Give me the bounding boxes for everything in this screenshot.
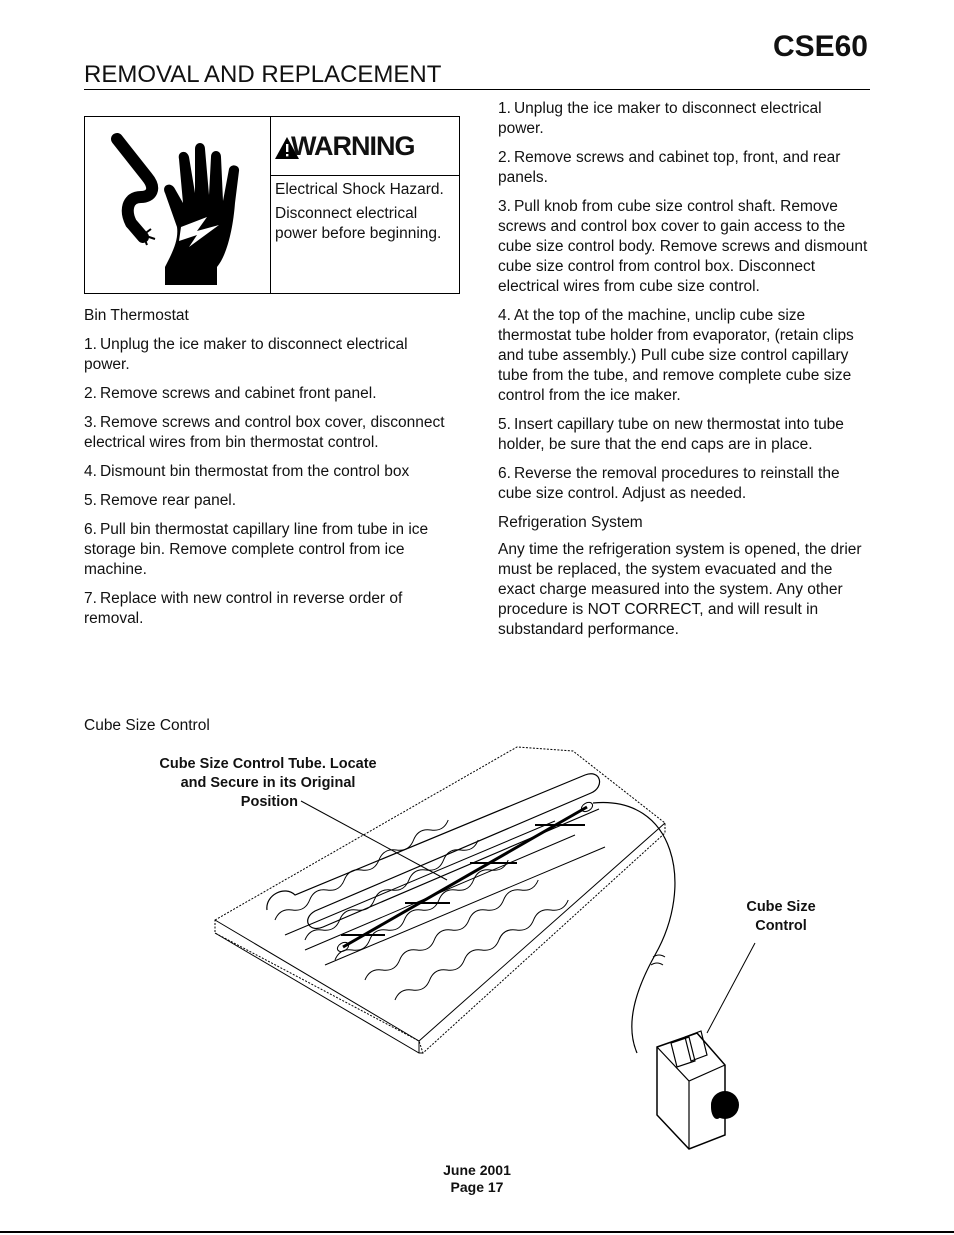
footer-date: June 2001 xyxy=(443,1162,511,1178)
warning-word: WARNING xyxy=(291,131,415,161)
list-item xyxy=(84,491,454,511)
list-item xyxy=(498,306,870,406)
step-number: 4. xyxy=(498,307,511,324)
step-number: 1. xyxy=(498,100,511,117)
step-number: 1. xyxy=(84,336,97,353)
step-text: Unplug the ice maker to disconnect electrical power. xyxy=(498,100,822,137)
bottom-rule xyxy=(0,1231,954,1233)
cube-size-steps-section xyxy=(498,99,870,649)
step-number: 5. xyxy=(498,416,511,433)
callout-line: Cube Size Control Tube. Locate xyxy=(159,756,377,772)
warning-message xyxy=(275,180,461,248)
step-number: 4. xyxy=(84,463,97,480)
bin-thermostat-heading: Bin Thermostat xyxy=(84,307,189,324)
bin-thermostat-section xyxy=(84,306,454,638)
warning-line-instruction: Disconnect electrical power before beginning. xyxy=(275,205,442,242)
step-number: 2. xyxy=(498,149,511,166)
step-number: 3. xyxy=(498,198,511,215)
list-item xyxy=(84,335,454,375)
callout-line: Cube Size xyxy=(746,899,816,915)
list-item xyxy=(84,384,454,404)
shock-hazard-illustration xyxy=(85,117,271,293)
list-item xyxy=(498,464,870,504)
footer-page-number: Page 17 xyxy=(450,1179,504,1195)
step-text: Dismount bin thermostat from the control box xyxy=(99,463,410,480)
page-footer xyxy=(0,1162,954,1196)
list-item xyxy=(498,197,870,297)
step-number: 2. xyxy=(84,385,97,402)
step-text: Unplug the ice maker to disconnect electrical power. xyxy=(84,336,408,373)
step-text: Remove screws and cabinet front panel. xyxy=(99,385,377,402)
step-text: Pull bin thermostat capillary line from tube in ice storage bin. Remove complete control from ice machine. xyxy=(84,521,429,578)
cube-size-tube-callout xyxy=(140,755,396,812)
step-number: 6. xyxy=(498,465,511,482)
list-item xyxy=(498,415,870,455)
electric-hand-icon xyxy=(85,117,270,293)
step-number: 5. xyxy=(84,492,97,509)
list-item xyxy=(84,589,454,629)
cube-size-control-callout xyxy=(732,898,830,936)
refrigeration-heading: Refrigeration System xyxy=(498,514,643,531)
callout-line: Position xyxy=(240,794,298,810)
list-item xyxy=(84,462,454,482)
step-text: At the top of the machine, unclip cube size thermostat tube holder from evaporator, (retain clips and tube assembly.) Pull cube size control capillary tube from the tube, and remove complete cube size control from the ice maker. xyxy=(498,307,854,404)
step-text: Replace with new control in reverse order of removal. xyxy=(84,590,403,627)
header-rule xyxy=(84,89,870,90)
step-text: Remove screws and control box cover, disconnect electrical wires from bin thermostat control. xyxy=(84,414,445,451)
step-number: 6. xyxy=(84,521,97,538)
step-text: Reverse the removal procedures to reinstall the cube size control. Adjust as needed. xyxy=(498,465,840,502)
step-text: Pull knob from cube size control shaft. Remove screws and control box cover to gain access to the cube size control body. Remove screws and dismount cube size control from control box. Disconnect electrical wires from cube size control. xyxy=(498,198,868,295)
warning-line-hazard: Electrical Shock Hazard. xyxy=(275,181,444,198)
list-item xyxy=(84,520,454,580)
list-item xyxy=(498,99,870,139)
step-number: 3. xyxy=(84,414,97,431)
section-title: REMOVAL AND REPLACEMENT xyxy=(84,61,442,88)
step-text: Remove rear panel. xyxy=(99,492,237,509)
list-item xyxy=(498,148,870,188)
model-number: CSE60 xyxy=(772,30,868,63)
step-number: 7. xyxy=(84,590,97,607)
list-item xyxy=(84,413,454,453)
step-text: Insert capillary tube on new thermostat into tube holder, be sure that the end caps are in place. xyxy=(498,416,844,453)
refrigeration-text: Any time the refrigeration system is opened, the drier must be replaced, the system evacuated and the exact charge measured into the system. Any other procedure is NOT CORRECT, and will result in substandard performance. xyxy=(498,541,862,638)
step-text: Remove screws and cabinet top, front, and rear panels. xyxy=(498,149,841,186)
warning-header xyxy=(271,117,459,176)
warning-box xyxy=(84,116,460,294)
callout-line: Control xyxy=(755,918,807,934)
cube-size-control-heading: Cube Size Control xyxy=(84,717,210,734)
callout-line: and Secure in its Original xyxy=(180,775,356,791)
